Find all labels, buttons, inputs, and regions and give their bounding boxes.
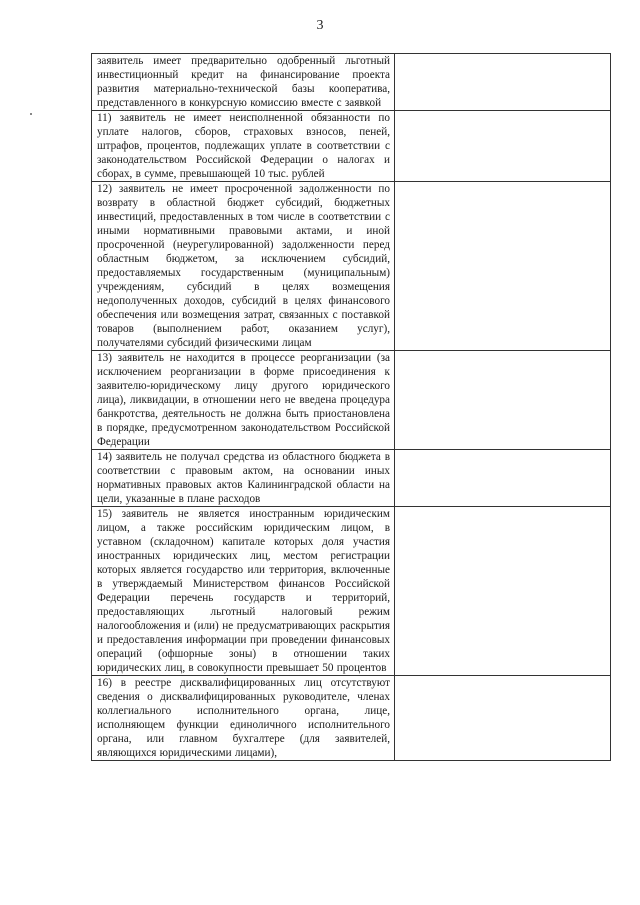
- criterion-text-cell: заявитель имеет предварительно одобренный льготный инвестиционный кредит на финансирование проекта развития материально-технической базы кооператива, представленного в конкурсную комиссию вместе с заявкой: [92, 54, 395, 111]
- criterion-value-cell: [395, 351, 611, 450]
- margin-speck: [30, 113, 32, 115]
- criterion-text-cell: 14) заявитель не получал средства из областного бюджета в соответствии с правовым актом, на основании иных нормативных правовых актов Калининградской области на цели, указанные в плане расходов: [92, 450, 395, 507]
- table-row: [92, 507, 611, 676]
- criterion-value-cell: [395, 182, 611, 351]
- table-row: [92, 450, 611, 507]
- table-row: [92, 351, 611, 450]
- criterion-text-cell: 12) заявитель не имеет просроченной задолженности по возврату в областной бюджет субсидий, бюджетных инвестиций, предоставленных в том числе в соответствии с иными нормативными правовыми актами, и иной просроченной (неурегулированной) задолженности перед областным бюджетом, за исключением субсидий, предоставляемых государственным (муниципальным) учреждениям, субсидий в целях возмещения недополученных доходов, субсидий в целях финансового обеспечения или возмещения затрат, связанных с поставкой товаров (выполнением работ, оказанием услуг), получателями субсидий физическими лицам: [92, 182, 395, 351]
- criteria-table: [91, 53, 611, 761]
- criterion-text-cell: 13) заявитель не находится в процессе реорганизации (за исключением реорганизации в форме присоединения к заявителю-юридическому лицу другого юридического лица), ликвидации, в отношении него не введена процедура банкротства, деятельность не должна быть приостановлена в порядке, предусмотренном законодательством Российской Федерации: [92, 351, 395, 450]
- table-row: [92, 111, 611, 182]
- table-row: [92, 182, 611, 351]
- criterion-value-cell: [395, 676, 611, 761]
- criterion-value-cell: [395, 111, 611, 182]
- table-row: [92, 676, 611, 761]
- criterion-value-cell: [395, 54, 611, 111]
- criterion-value-cell: [395, 450, 611, 507]
- criterion-text-cell: 16) в реестре дисквалифицированных лиц отсутствуют сведения о дисквалифицированных руководителе, членах коллегиального исполнительного органа, лице, исполняющем функции единоличного исполнительного органа, или главном бухгалтере (для заявителей, являющихся юридическими лицами),: [92, 676, 395, 761]
- page-number: 3: [316, 18, 324, 33]
- criterion-text-cell: 15) заявитель не является иностранным юридическим лицом, а также российским юридическим лицом, в уставном (складочном) капитале которых доля участия иностранных юридических лиц, местом регистрации которых является государство или территория, включенные в утверждаемый Министерством финансов Российской Федерации перечень государств и территорий, предоставляющих льготный налоговый режим налогообложения и (или) не предусматривающих раскрытия и предоставления информации при проведении финансовых операций (офшорные зоны) в отношении таких юридических лиц, в совокупности превышает 50 процентов: [92, 507, 395, 676]
- criterion-text-cell: 11) заявитель не имеет неисполненной обязанности по уплате налогов, сборов, страховых взносов, пеней, штрафов, процентов, подлежащих уплате в соответствии с законодательством Российской Федерации о налогах и сборах, в сумме, превышающей 10 тыс. рублей: [92, 111, 395, 182]
- table-row: [92, 54, 611, 111]
- criterion-value-cell: [395, 507, 611, 676]
